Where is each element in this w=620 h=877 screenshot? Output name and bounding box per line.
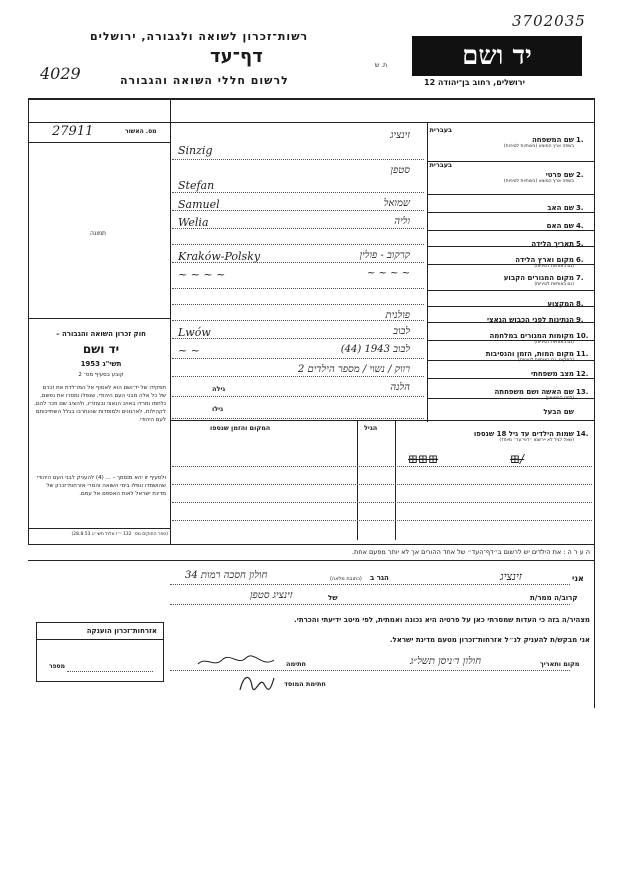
field-label-13 bbox=[495, 388, 574, 401]
relation-of-label: של bbox=[328, 594, 338, 602]
approver-signature-mark bbox=[236, 672, 276, 694]
field-number-1: 1. bbox=[576, 136, 584, 144]
field-number-8: 8. bbox=[576, 300, 584, 308]
field-label-14 bbox=[543, 408, 574, 416]
field-label-text-9: הנתינות לפני הכבוש הנאצי bbox=[486, 316, 574, 324]
field-number-13: 13. bbox=[576, 388, 589, 396]
yad-vashem-logo: יד ושם bbox=[412, 36, 582, 76]
declaration-name: זינציג bbox=[500, 570, 522, 583]
field-sublabel-1: בשפה ארץ המוצא (באותיות לטיניות) bbox=[503, 144, 574, 149]
children-strike-2: ⊞/ bbox=[510, 452, 525, 466]
relation-label: קרוב/ה ממר/ת bbox=[530, 594, 578, 602]
authority-title: רשות־זכרון לשואה ולגבורה, ירושלים bbox=[90, 30, 309, 43]
law-logo: יד ושם bbox=[82, 342, 120, 356]
field-value-hebrew-7: ~ ~ ~ ~ bbox=[366, 268, 410, 279]
field-sublabel-15: (שאל לגיל לא יירשמו ״דפי־עד״ מיוחד) bbox=[499, 438, 574, 443]
field-label-text-10: מקומות המגורים במלחמה bbox=[489, 332, 574, 340]
place-date-value: חולון ד׳ניסן תשל״ג bbox=[410, 656, 482, 667]
signature-1-mark bbox=[196, 654, 276, 670]
declaration-statement: מצהיר/ה בזה כי העדות שמסרתי כאן על פרטיה היא נכונה ואמתית, לפי מיטב ידיעתי והכרתי. bbox=[294, 616, 590, 624]
registration-number: 27911 bbox=[52, 124, 94, 139]
field-value-hebrew-3: שמואל bbox=[383, 198, 410, 209]
field-label-text-7: מקום המגורים הקבוע bbox=[503, 274, 574, 282]
field-sublabel-7: (גם באותיות לטיניות) bbox=[534, 282, 574, 287]
photo-label: תמונה bbox=[90, 230, 106, 237]
field-label-text-3: שם האב bbox=[547, 204, 574, 212]
field-value-latin-1: Sinzig bbox=[178, 144, 213, 157]
field-label-text-15: שמות הילדים עד גיל 18 שנספו bbox=[473, 430, 574, 438]
field-label-text-14: שם הבעל bbox=[543, 408, 574, 416]
field-value-hebrew-1: זינציג bbox=[390, 130, 410, 141]
field-number-6: 6. bbox=[576, 256, 584, 264]
relation-value: זינציג סטפן bbox=[250, 590, 293, 601]
law-clause: קובע בסעיף מס׳ 2 bbox=[78, 372, 124, 378]
field-number-15: 14. bbox=[576, 430, 589, 438]
field-value-hebrew-11: לבוב 1943 (44) bbox=[340, 344, 410, 355]
field-label-text-4: שם האם bbox=[546, 222, 574, 230]
place-date-label: מקום ותאריך bbox=[540, 660, 580, 668]
field-value-hebrew-9: פולנית bbox=[385, 310, 410, 321]
field-label-text-11: מקום המות, הזמן והנסיבות bbox=[485, 350, 574, 358]
field-label-11 bbox=[486, 350, 574, 363]
children-col-place: המקום והזמן שנספו bbox=[210, 424, 271, 432]
field-value-hebrew-10: לבוב bbox=[393, 326, 410, 337]
children-col-age: הגיל bbox=[364, 424, 378, 432]
field-label-1 bbox=[504, 136, 574, 149]
field-sublabel-11: (המקום, גם באותיות לטיניות) bbox=[518, 358, 574, 363]
citizenship-box bbox=[36, 622, 164, 682]
age-label-husband: גילו bbox=[212, 405, 223, 413]
field-number-12: 12. bbox=[576, 370, 589, 378]
field-value-hebrew-13: הלנה bbox=[390, 382, 410, 393]
field-label-10 bbox=[489, 332, 574, 345]
field-value-hebrew-12: רווק / נשוי / מספר הילדים 2 bbox=[297, 364, 410, 375]
citizenship-box-number: מספר bbox=[49, 663, 65, 670]
field-label-text-1: שם המשפחה bbox=[531, 136, 574, 144]
law-paragraph-1: תפקידו של יד־ושם הוא לאסוף אל המו־לדת את זכרם של כל אלה מבני העם היהודי, שנפלו ומסרו את נפשם, נלחמו ומרדו באויב הנאצי ובעוזריו, ולהציב שם וזכר להם, לקהילות, לארגונים ולמוסדות שהוחרבו בגלל השתייכותם לעם היהודי. bbox=[34, 385, 166, 423]
field-value-hebrew-2: סטפן bbox=[390, 165, 410, 176]
field-label-6 bbox=[515, 256, 574, 269]
field-value-hebrew-4: וליה bbox=[394, 216, 410, 227]
field-value-latin-6: Kraków-Polsky bbox=[178, 250, 261, 263]
field-label-text-8: המקצוע bbox=[547, 300, 574, 308]
field-sublabel-13: (לפני הנישואין) bbox=[545, 396, 574, 401]
field-number-3: 3. bbox=[576, 204, 584, 212]
field-number-11: 11. bbox=[576, 350, 589, 358]
field-value-latin-10: Lwów bbox=[178, 326, 211, 339]
field-label-3 bbox=[547, 204, 574, 212]
approver-signature bbox=[236, 672, 276, 698]
field-value-latin-11: ~ ~ bbox=[178, 344, 200, 357]
law-footer: (ספר החוקים מס׳ 132 י״ז אלול תשי״ג 28.8.53) bbox=[71, 532, 168, 537]
field-sublabel-6: (גם באותיות לטיניות) bbox=[534, 264, 574, 269]
field-label-12 bbox=[531, 370, 574, 378]
top-note: 4029 bbox=[40, 64, 81, 83]
declaration-request: אני מבקש/ת להעניק לנ״ל אזרחות־זכרון מטעם מדינת ישראל. bbox=[389, 636, 590, 644]
citizenship-box-title: אזרחות־זכרון הוענקה bbox=[86, 627, 157, 635]
field-label-text-5: תאריך הלידה bbox=[531, 240, 574, 248]
field-value-latin-3: Samuel bbox=[178, 198, 220, 211]
field-label-text-6: מקום וארץ הלידה bbox=[515, 256, 574, 264]
field-number-4: 4. bbox=[576, 222, 584, 230]
field-label-text-13: שם האשה ושם משפחתה bbox=[494, 388, 574, 396]
address: ירושלים, רחוב בן־יהודה 12 bbox=[424, 78, 525, 87]
declaration-resides: הגר ב bbox=[370, 574, 389, 582]
field-value-latin-4: Welia bbox=[178, 216, 209, 229]
field-value-hebrew-6: קרקוב - פולין bbox=[359, 250, 410, 261]
note-text: ה ע ר ה : את הילדים יש לרשום ב״דף־העד״ של אחד ההורים אך לא יותר מפעם אחת. bbox=[351, 548, 590, 556]
header-mark: ת. שׂ bbox=[375, 62, 388, 69]
declaration-address-label: (כתובת מלאה) bbox=[330, 576, 362, 582]
field-number-10: 10. bbox=[576, 332, 589, 340]
field-sublabel-10: (גם באותיות לטיניות) bbox=[534, 340, 574, 345]
approver-label: חתימת המוסד bbox=[284, 680, 326, 688]
field-number-5: 5. bbox=[576, 240, 584, 248]
field-number-7: 7. bbox=[576, 274, 584, 282]
field-value-latin-2: Stefan bbox=[178, 179, 215, 192]
registration-label: מס. האשור bbox=[125, 128, 157, 135]
age-label-wife: גילה bbox=[212, 385, 226, 393]
children-strike-1: ⊞⊞⊞ bbox=[408, 452, 439, 466]
stamp-number: 3702035 bbox=[512, 12, 586, 30]
field-label-2 bbox=[504, 171, 574, 184]
law-title: חוק זכרון השואה והגבורה – bbox=[56, 330, 146, 338]
field-label-15 bbox=[474, 430, 574, 443]
form-subtitle: לרשום חללי השואה והגבורה bbox=[120, 74, 289, 87]
field-sublabel-2: בשפה ארץ המוצא (באותיות לטיניות) bbox=[503, 179, 574, 184]
hebrew-label-1: בעברית bbox=[429, 126, 452, 134]
field-label-text-2: שם פרטי bbox=[545, 171, 574, 179]
hebrew-label-2: בעברית bbox=[429, 161, 452, 169]
field-label-4 bbox=[547, 222, 574, 230]
declaration-address: חולון חסכה רמות 34 bbox=[185, 570, 268, 581]
field-number-2: 2. bbox=[576, 171, 584, 179]
field-value-latin-7: ~ ~ ~ ~ bbox=[178, 268, 226, 281]
field-label-7 bbox=[504, 274, 574, 287]
law-year: תשי"ג 1953 bbox=[80, 360, 122, 368]
field-number-9: 9. bbox=[576, 316, 584, 324]
law-paragraph-2: ולסעיף זו יהא מוסמך – ... (4) להעניק לבני העם היהודי שהושמדו ונפלו בימי השואה והמרי אזרחות־זכרון של מדינת ישראל לאות האספם אל עמם. bbox=[36, 475, 166, 497]
declaration-prefix: אני bbox=[572, 574, 584, 583]
field-label-text-12: מצב משפחתי bbox=[531, 370, 574, 378]
signature-label: חתימה bbox=[286, 660, 306, 668]
form-title: דף־עד bbox=[210, 46, 263, 67]
